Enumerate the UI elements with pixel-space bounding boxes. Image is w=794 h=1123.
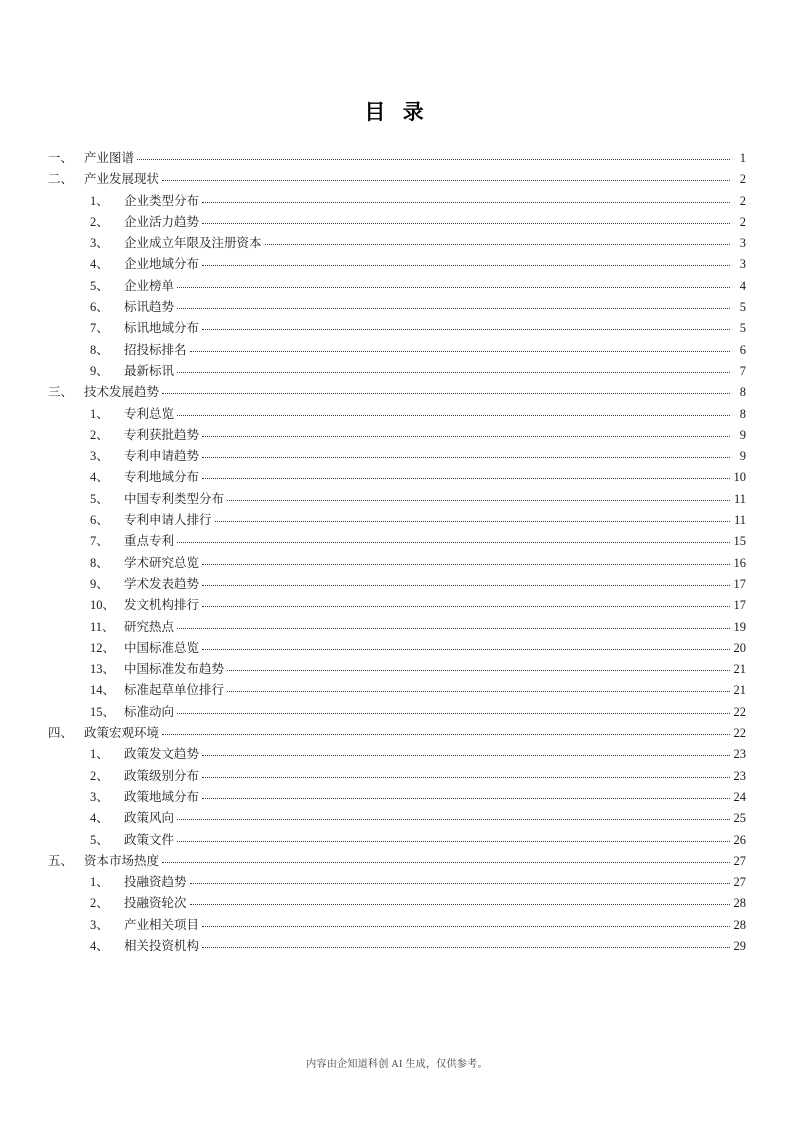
toc-entry-page-number: 4 xyxy=(739,278,746,293)
toc-leader-dots xyxy=(202,916,730,927)
toc-entry-label: 政策宏观环境 xyxy=(84,726,160,741)
toc-leader-dots xyxy=(227,660,730,671)
toc-entry[interactable] xyxy=(48,382,746,403)
toc-leader-dots xyxy=(177,298,730,309)
toc-leader-dots xyxy=(177,831,730,842)
toc-entry-label: 政策文件 xyxy=(124,832,175,847)
toc-entry-label: 投融资轮次 xyxy=(124,896,187,911)
toc-leader-dots xyxy=(177,618,730,629)
toc-entry[interactable] xyxy=(48,425,746,446)
toc-entry[interactable] xyxy=(48,595,746,616)
toc-entry[interactable] xyxy=(48,553,746,574)
toc-entry-page-number: 17 xyxy=(733,576,746,591)
toc-entry[interactable] xyxy=(48,723,746,744)
toc-leader-dots xyxy=(202,192,730,203)
toc-entry-label: 政策风向 xyxy=(124,811,175,826)
toc-entry[interactable] xyxy=(48,787,746,808)
toc-entry-number: 9、 xyxy=(90,363,109,378)
toc-entry-page-number: 23 xyxy=(733,768,746,783)
toc-entry[interactable] xyxy=(48,254,746,275)
toc-entry-number: 1、 xyxy=(90,406,109,421)
toc-entry[interactable] xyxy=(48,297,746,318)
toc-entry-page-number: 9 xyxy=(739,427,746,442)
toc-entry[interactable] xyxy=(48,808,746,829)
toc-entry-page-number: 15 xyxy=(733,534,746,549)
toc-leader-dots xyxy=(177,362,730,373)
toc-entry-number: 3、 xyxy=(90,449,109,464)
toc-leader-dots xyxy=(265,234,730,245)
toc-entry-page-number: 28 xyxy=(733,896,746,911)
toc-leader-dots xyxy=(202,639,730,650)
toc-entry-number: 13、 xyxy=(90,662,116,677)
toc-entry[interactable] xyxy=(48,659,746,680)
toc-entry-number: 14、 xyxy=(90,683,116,698)
toc-entry-page-number: 11 xyxy=(733,491,746,506)
toc-entry-page-number: 8 xyxy=(739,406,746,421)
toc-entry-page-number: 22 xyxy=(733,726,746,741)
toc-entry[interactable] xyxy=(48,467,746,488)
toc-entry-label: 学术发表趋势 xyxy=(124,576,200,591)
toc-entry[interactable] xyxy=(48,851,746,872)
toc-leader-dots xyxy=(177,809,730,820)
toc-entry-label: 投融资趋势 xyxy=(124,875,187,890)
toc-entry-number: 9、 xyxy=(90,576,109,591)
toc-entry-number: 4、 xyxy=(90,811,109,826)
toc-entry-label: 资本市场热度 xyxy=(84,853,160,868)
toc-entry[interactable] xyxy=(48,191,746,212)
toc-entry-page-number: 25 xyxy=(733,811,746,826)
toc-entry-number: 四、 xyxy=(48,726,74,741)
toc-leader-dots xyxy=(177,703,730,714)
toc-entry-page-number: 19 xyxy=(733,619,746,634)
toc-entry-page-number: 27 xyxy=(733,875,746,890)
toc-entry-label: 企业地域分布 xyxy=(124,257,200,272)
toc-entry-label: 技术发展趋势 xyxy=(84,385,160,400)
toc-entry-number: 10、 xyxy=(90,598,116,613)
toc-entry-page-number: 5 xyxy=(739,321,746,336)
toc-entry[interactable] xyxy=(48,148,746,169)
toc-entry[interactable] xyxy=(48,233,746,254)
toc-entry-number: 4、 xyxy=(90,470,109,485)
toc-leader-dots xyxy=(202,767,730,778)
toc-leader-dots xyxy=(202,468,730,479)
toc-entry-number: 7、 xyxy=(90,321,109,336)
toc-leader-dots xyxy=(162,170,730,181)
toc-entry-number: 三、 xyxy=(48,385,74,400)
toc-entry[interactable] xyxy=(48,744,746,765)
toc-entry-label: 标讯趋势 xyxy=(124,300,175,315)
toc-entry-number: 一、 xyxy=(48,151,74,165)
toc-leader-dots xyxy=(202,213,730,224)
toc-entry-number: 3、 xyxy=(90,236,109,251)
toc-leader-dots xyxy=(162,852,730,863)
toc-entry-page-number: 10 xyxy=(733,470,746,485)
toc-entry-label: 标讯地域分布 xyxy=(124,321,200,336)
toc-entry-label: 研究热点 xyxy=(124,619,175,634)
toc-entry[interactable] xyxy=(48,446,746,467)
toc-leader-dots xyxy=(202,426,730,437)
toc-entry-page-number: 9 xyxy=(739,449,746,464)
toc-leader-dots xyxy=(202,447,730,458)
toc-entry-number: 8、 xyxy=(90,342,109,357)
toc-entry-page-number: 20 xyxy=(733,640,746,655)
toc-leader-dots xyxy=(190,894,730,905)
toc-entry-number: 5、 xyxy=(90,278,109,293)
toc-entry-label: 专利总览 xyxy=(124,406,175,421)
toc-entry-label: 标准动向 xyxy=(124,704,175,719)
toc-entry-page-number: 21 xyxy=(733,683,746,698)
toc-entry-label: 专利申请趋势 xyxy=(124,449,200,464)
toc-leader-dots xyxy=(177,405,730,416)
toc-entry-label: 发文机构排行 xyxy=(124,598,200,613)
toc-entry-page-number: 3 xyxy=(739,257,746,272)
toc-entry-page-number: 3 xyxy=(739,236,746,251)
toc-entry-label: 企业成立年限及注册资本 xyxy=(124,236,262,251)
toc-entry-page-number: 1 xyxy=(739,151,746,165)
toc-entry-number: 2、 xyxy=(90,214,109,229)
toc-entry-label: 政策发文趋势 xyxy=(124,747,200,762)
toc-leader-dots xyxy=(202,255,730,266)
toc-entry[interactable] xyxy=(48,318,746,339)
table-of-contents xyxy=(48,148,746,957)
toc-leader-dots xyxy=(162,724,730,735)
toc-entry[interactable] xyxy=(48,680,746,701)
toc-entry-page-number: 7 xyxy=(739,363,746,378)
toc-leader-dots xyxy=(202,596,730,607)
toc-entry-number: 3、 xyxy=(90,789,109,804)
toc-leader-dots xyxy=(202,319,730,330)
toc-entry[interactable] xyxy=(48,702,746,723)
toc-entry[interactable] xyxy=(48,531,746,552)
toc-entry-label: 专利获批趋势 xyxy=(124,427,200,442)
toc-entry-number: 二、 xyxy=(48,172,74,187)
toc-entry-label: 企业活力趋势 xyxy=(124,214,200,229)
toc-entry-page-number: 11 xyxy=(733,513,746,528)
toc-entry-number: 1、 xyxy=(90,193,109,208)
toc-entry[interactable] xyxy=(48,404,746,425)
toc-entry-page-number: 5 xyxy=(739,300,746,315)
toc-entry-label: 学术研究总览 xyxy=(124,555,200,570)
page-title: 目 录 xyxy=(364,100,430,124)
toc-entry-label: 中国标准总览 xyxy=(124,640,200,655)
toc-entry-number: 8、 xyxy=(90,555,109,570)
toc-entry[interactable] xyxy=(48,830,746,851)
toc-entry[interactable] xyxy=(48,574,746,595)
toc-entry-number: 7、 xyxy=(90,534,109,549)
toc-entry-page-number: 8 xyxy=(739,385,746,400)
toc-entry-number: 2、 xyxy=(90,768,109,783)
toc-entry-number: 4、 xyxy=(90,938,109,953)
toc-entry-label: 政策级别分布 xyxy=(124,768,200,783)
toc-leader-dots xyxy=(202,745,730,756)
toc-entry-number: 1、 xyxy=(90,875,109,890)
toc-entry[interactable] xyxy=(48,893,746,914)
toc-entry-label: 产业发展现状 xyxy=(84,172,160,187)
toc-entry-number: 6、 xyxy=(90,513,109,528)
toc-entry-label: 政策地域分布 xyxy=(124,789,200,804)
toc-entry-label: 产业相关项目 xyxy=(124,917,200,932)
footer-note: 内容由企知道科创 AI 生成，仅供参考。 xyxy=(306,1059,488,1070)
toc-entry-page-number: 23 xyxy=(733,747,746,762)
toc-leader-dots xyxy=(227,490,730,501)
toc-leader-dots xyxy=(202,554,730,565)
toc-entry[interactable] xyxy=(48,872,746,893)
toc-entry[interactable] xyxy=(48,936,746,957)
toc-entry-page-number: 27 xyxy=(733,853,746,868)
toc-entry-label: 企业类型分布 xyxy=(124,193,200,208)
toc-entry-page-number: 26 xyxy=(733,832,746,847)
toc-entry-number: 6、 xyxy=(90,300,109,315)
toc-entry-page-number: 29 xyxy=(733,938,746,953)
toc-entry-label: 企业榜单 xyxy=(124,278,175,293)
toc-entry-page-number: 22 xyxy=(733,704,746,719)
toc-leader-dots xyxy=(162,383,730,394)
toc-entry-page-number: 2 xyxy=(739,193,746,208)
toc-entry-label: 相关投资机构 xyxy=(124,938,200,953)
toc-entry-number: 1、 xyxy=(90,747,109,762)
toc-entry-number: 5、 xyxy=(90,491,109,506)
toc-entry-number: 12、 xyxy=(90,640,116,655)
toc-entry[interactable] xyxy=(48,361,746,382)
toc-entry-label: 招投标排名 xyxy=(124,342,187,357)
toc-entry[interactable] xyxy=(48,489,746,510)
toc-leader-dots xyxy=(177,277,730,288)
toc-entry-number: 3、 xyxy=(90,917,109,932)
toc-entry[interactable] xyxy=(48,212,746,233)
toc-entry-page-number: 2 xyxy=(739,214,746,229)
toc-entry-number: 2、 xyxy=(90,427,109,442)
toc-entry[interactable] xyxy=(48,276,746,297)
toc-entry-number: 2、 xyxy=(90,896,109,911)
toc-leader-dots xyxy=(215,511,730,522)
toc-leader-dots xyxy=(137,149,730,160)
toc-entry-label: 标准起草单位排行 xyxy=(124,683,225,698)
toc-entry[interactable] xyxy=(48,617,746,638)
toc-entry-number: 11、 xyxy=(90,619,115,634)
toc-entry-label: 中国专利类型分布 xyxy=(124,491,225,506)
toc-entry-page-number: 16 xyxy=(733,555,746,570)
toc-entry-page-number: 17 xyxy=(733,598,746,613)
toc-leader-dots xyxy=(177,532,730,543)
toc-entry-page-number: 24 xyxy=(733,789,746,804)
toc-leader-dots xyxy=(227,681,730,692)
toc-entry-page-number: 2 xyxy=(739,172,746,187)
toc-leader-dots xyxy=(202,937,730,948)
toc-leader-dots xyxy=(190,341,730,352)
toc-entry-number: 4、 xyxy=(90,257,109,272)
toc-entry-label: 最新标讯 xyxy=(124,363,175,378)
toc-leader-dots xyxy=(190,873,730,884)
toc-entry-page-number: 21 xyxy=(733,662,746,677)
toc-entry-label: 中国标准发布趋势 xyxy=(124,662,225,677)
toc-entry[interactable] xyxy=(48,340,746,361)
toc-entry[interactable] xyxy=(48,169,746,190)
toc-leader-dots xyxy=(202,575,730,586)
toc-entry[interactable] xyxy=(48,766,746,787)
toc-entry-label: 产业图谱 xyxy=(84,151,135,165)
toc-entry-page-number: 28 xyxy=(733,917,746,932)
toc-entry[interactable] xyxy=(48,510,746,531)
toc-entry[interactable] xyxy=(48,915,746,936)
toc-entry-number: 五、 xyxy=(48,853,74,868)
toc-entry-label: 重点专利 xyxy=(124,534,175,549)
toc-entry-number: 15、 xyxy=(90,704,116,719)
toc-entry-label: 专利申请人排行 xyxy=(124,513,212,528)
toc-entry-page-number: 6 xyxy=(739,342,746,357)
toc-entry-label: 专利地域分布 xyxy=(124,470,200,485)
toc-entry[interactable] xyxy=(48,638,746,659)
toc-leader-dots xyxy=(202,788,730,799)
toc-entry-number: 5、 xyxy=(90,832,109,847)
